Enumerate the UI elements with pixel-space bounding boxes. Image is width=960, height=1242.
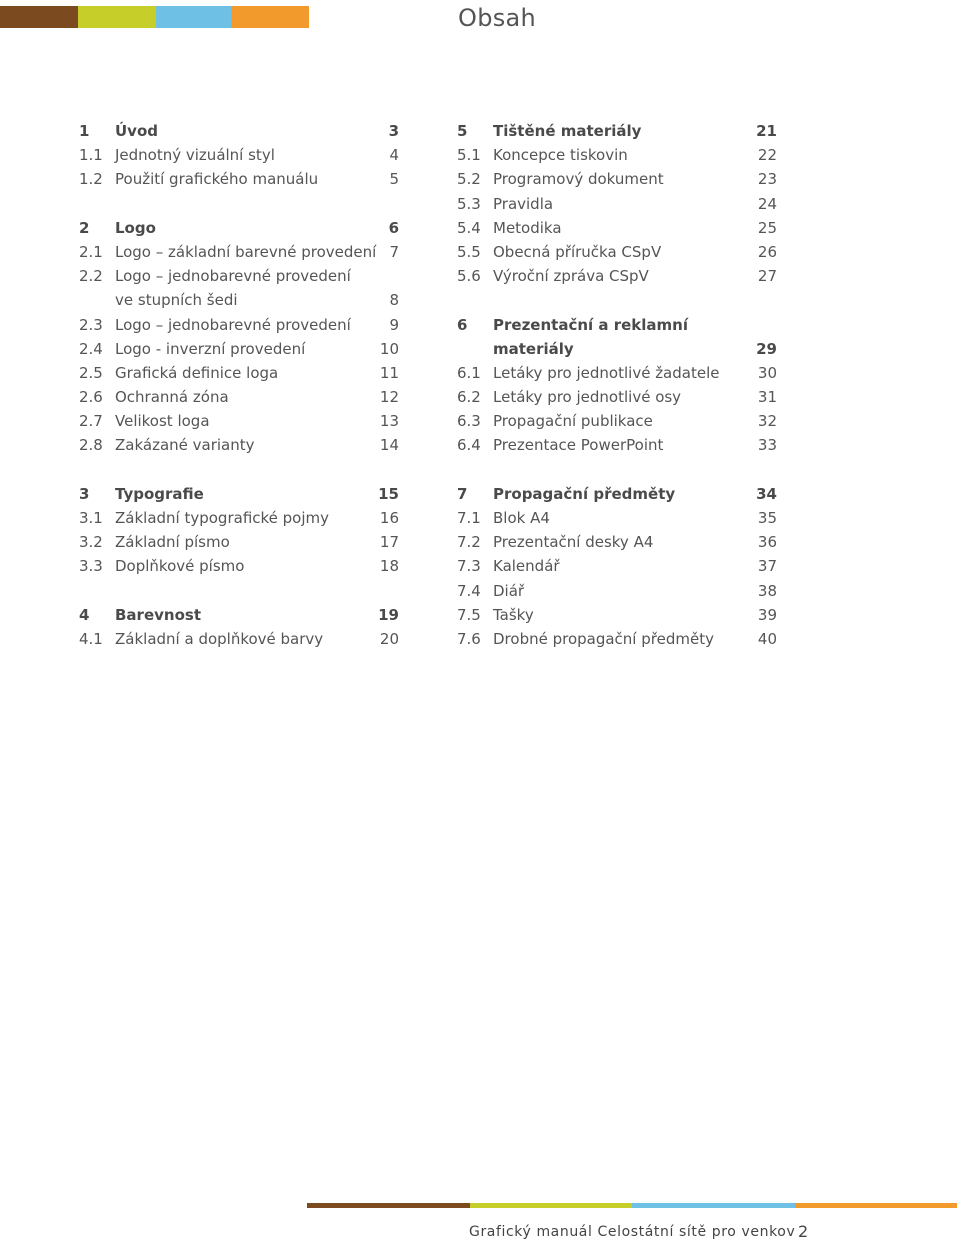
toc-chapter-row[interactable] [79, 216, 399, 240]
toc-number: 5.5 [457, 242, 481, 261]
toc-page-number: 18 [379, 557, 399, 576]
toc-page-number: 33 [757, 436, 777, 455]
toc-label: Prezentační desky A4 [493, 533, 654, 552]
toc-chapter-row[interactable] [79, 482, 399, 506]
toc-number: 7.4 [457, 581, 481, 600]
toc-page-number: 10 [379, 339, 399, 358]
toc-number: 4.1 [79, 629, 103, 648]
toc-item-row[interactable] [79, 554, 399, 578]
toc-number: 2.4 [79, 339, 103, 358]
toc-number: 1.1 [79, 146, 103, 165]
toc-label: Tištěné materiály [493, 122, 642, 140]
toc-number: 7.6 [457, 629, 481, 648]
toc-label: Koncepce tiskovin [493, 146, 628, 165]
toc-page-number: 37 [757, 557, 777, 576]
toc-label: Prezentace PowerPoint [493, 436, 664, 455]
toc-item-row[interactable] [79, 433, 399, 457]
footer-page-number: 2 [798, 1222, 809, 1241]
toc-label: Obecná příručka CSpV [493, 242, 662, 261]
toc-page-number: 31 [757, 388, 777, 407]
footer-color-bar [307, 1203, 957, 1208]
toc-page-number: 15 [378, 484, 399, 503]
toc-page-number: 16 [379, 509, 399, 527]
toc-number: 1.2 [79, 170, 103, 189]
footer-bar-segment-green [470, 1203, 632, 1208]
page-title: Obsah [458, 4, 537, 32]
toc-item-row[interactable] [457, 361, 777, 385]
toc-left-column [79, 119, 399, 651]
toc-number: 6.1 [457, 363, 481, 382]
toc-label: Velikost loga [115, 412, 210, 431]
toc-page-number: 5 [389, 170, 399, 189]
toc-page-number: 11 [379, 363, 399, 382]
toc-item-row[interactable] [457, 530, 777, 554]
toc-item-row[interactable] [457, 167, 777, 191]
toc-label: Logo – jednobarevné provedení [115, 267, 351, 286]
toc-spacer [79, 458, 399, 482]
toc-item-row[interactable] [457, 385, 777, 409]
toc-number: 3.3 [79, 557, 103, 576]
top-bar-segment-blue [156, 6, 231, 28]
footer-title: Grafický manuál Celostátní sítě pro venkov [469, 1224, 796, 1240]
toc-number: 2.7 [79, 412, 103, 431]
toc-page-number: 25 [757, 218, 777, 237]
top-bar-segment-brown [0, 6, 78, 28]
toc-item-row[interactable] [457, 240, 777, 264]
toc-item-row[interactable] [79, 313, 399, 337]
toc-page-number: 22 [757, 146, 777, 165]
toc-number: 7.5 [457, 605, 481, 624]
toc-label: Metodika [493, 218, 562, 237]
toc-label: Ochranná zóna [115, 388, 229, 407]
toc-spacer [79, 192, 399, 216]
toc-chapter-row[interactable] [457, 482, 777, 506]
toc-page-number: 24 [757, 194, 777, 213]
toc-label: Propagační publikace [493, 412, 653, 431]
toc-number: 6 [457, 315, 468, 334]
toc-label: Programový dokument [493, 170, 664, 189]
toc-label: Prezentační a reklamní [493, 315, 688, 334]
toc-page-number: 9 [389, 315, 399, 334]
toc-item-row[interactable] [79, 167, 399, 191]
toc-label: Barevnost [115, 605, 201, 624]
toc-number: 6.2 [457, 388, 481, 407]
toc-page-number: 13 [379, 412, 399, 431]
toc-number: 7 [457, 484, 468, 503]
toc-page-number: 4 [389, 146, 399, 165]
toc-label: Použití grafického manuálu [115, 170, 319, 189]
toc-page-number: 39 [757, 605, 777, 624]
toc-item-row[interactable] [79, 240, 399, 264]
toc-number: 5.4 [457, 218, 481, 237]
toc-item-row[interactable] [457, 554, 777, 578]
toc-label: Letáky pro jednotlivé osy [493, 388, 682, 407]
toc-item-row[interactable] [457, 506, 777, 530]
toc-number: 5.2 [457, 170, 481, 189]
toc-chapter-row[interactable] [79, 603, 399, 627]
toc-item-row[interactable] [79, 264, 399, 288]
toc-item-row[interactable] [457, 627, 777, 651]
toc-label: Tašky [493, 605, 534, 624]
toc-label: Diář [493, 581, 525, 600]
toc-chapter-row[interactable] [457, 337, 777, 361]
toc-item-row[interactable] [79, 506, 399, 530]
toc-number: 6.4 [457, 436, 481, 455]
toc-item-row[interactable] [79, 385, 399, 409]
footer-bar-segment-brown [307, 1203, 470, 1208]
toc-number: 2.1 [79, 242, 103, 261]
toc-item-row[interactable] [457, 433, 777, 457]
toc-item-row[interactable] [79, 337, 399, 361]
toc-label: Úvod [115, 122, 159, 140]
toc-label: Základní a doplňkové barvy [115, 629, 324, 648]
toc-number: 5.1 [457, 146, 481, 165]
toc-label: materiály [493, 339, 574, 358]
toc-label: Propagační předměty [493, 484, 676, 503]
toc-item-row[interactable] [457, 579, 777, 603]
toc-page-number: 3 [388, 122, 399, 140]
toc-item-row[interactable] [457, 409, 777, 433]
toc-number: 6.3 [457, 412, 481, 431]
toc-page-number: 12 [379, 388, 399, 407]
toc-label: Základní písmo [115, 533, 230, 552]
toc-page-number: 20 [379, 629, 399, 648]
toc-page-number: 32 [757, 412, 777, 431]
toc-page-number: 19 [378, 605, 399, 624]
toc-label: Grafická definice loga [115, 363, 279, 382]
toc-label: Pravidla [493, 194, 554, 213]
toc-number: 3.1 [79, 509, 103, 527]
toc-spacer [457, 288, 777, 312]
toc-page-number: 21 [756, 122, 777, 140]
toc-number: 2.8 [79, 436, 103, 455]
toc-label: Drobné propagační předměty [493, 629, 714, 648]
toc-page-number: 17 [379, 533, 399, 552]
toc-page-number: 35 [757, 509, 777, 527]
toc-number: 5.3 [457, 194, 481, 213]
footer-bar-segment-orange [795, 1203, 957, 1208]
toc-item-row[interactable] [457, 143, 777, 167]
toc-number: 2 [79, 218, 90, 237]
toc-label: Logo - inverzní provedení [115, 339, 306, 358]
toc-number: 2.6 [79, 388, 103, 407]
toc-page-number: 36 [757, 533, 777, 552]
toc-page-number: 29 [756, 339, 777, 358]
top-color-bar [0, 6, 309, 28]
toc-number: 7.3 [457, 557, 481, 576]
toc-number: 3.2 [79, 533, 103, 552]
toc-item-row[interactable] [457, 192, 777, 216]
toc-page-number: 6 [388, 218, 399, 237]
toc-label: Blok A4 [493, 509, 550, 527]
toc-number: 7.1 [457, 509, 481, 527]
toc-item-row[interactable] [79, 288, 399, 312]
toc-label: Výroční zpráva CSpV [493, 267, 649, 286]
top-bar-segment-orange [231, 6, 309, 28]
toc-number: 5 [457, 122, 468, 140]
toc-item-row[interactable] [79, 143, 399, 167]
toc-label: Základní typografické pojmy [115, 509, 330, 527]
toc-page-number: 27 [757, 267, 777, 286]
toc-page-number: 34 [756, 484, 777, 503]
toc-number: 3 [79, 484, 90, 503]
toc-number: 5.6 [457, 267, 481, 286]
toc-page-number: 38 [757, 581, 777, 600]
toc-number: 4 [79, 605, 90, 624]
toc-item-row[interactable] [457, 603, 777, 627]
toc-label: Logo – základní barevné provedení [115, 242, 377, 261]
toc-label: Logo – jednobarevné provedení [115, 315, 351, 334]
toc-label: Logo [115, 218, 156, 237]
toc-item-row[interactable] [79, 530, 399, 554]
toc-right-column [457, 119, 777, 651]
toc-label: Typografie [115, 484, 204, 503]
toc-item-row[interactable] [457, 264, 777, 288]
toc-chapter-row[interactable] [79, 119, 399, 143]
toc-number: 2.3 [79, 315, 103, 334]
toc-spacer [457, 458, 777, 482]
toc-item-row[interactable] [79, 409, 399, 433]
top-bar-segment-green [78, 6, 156, 28]
toc-item-row[interactable] [79, 627, 399, 651]
toc-spacer [79, 579, 399, 603]
toc-page-number: 26 [757, 242, 777, 261]
toc-page-number: 23 [757, 170, 777, 189]
toc-label: Doplňkové písmo [115, 557, 245, 576]
toc-label: Kalendář [493, 557, 560, 576]
toc-number: 1 [79, 122, 90, 140]
toc-page-number: 8 [389, 291, 399, 310]
toc-page-number: 40 [757, 629, 777, 648]
toc-label: Zakázané varianty [115, 436, 255, 455]
toc-page-number: 30 [757, 363, 777, 382]
toc-page-number: 14 [379, 436, 399, 455]
toc-number: 7.2 [457, 533, 481, 552]
toc-chapter-row[interactable] [457, 119, 777, 143]
toc-label: Letáky pro jednotlivé žadatele [493, 363, 720, 382]
toc-number: 2.5 [79, 363, 103, 382]
toc-page-number: 7 [389, 242, 399, 261]
toc-chapter-row[interactable] [457, 313, 777, 337]
toc-number: 2.2 [79, 267, 103, 286]
toc-label: Jednotný vizuální styl [115, 146, 275, 165]
footer-bar-segment-blue [632, 1203, 795, 1208]
toc-item-row[interactable] [457, 216, 777, 240]
toc-label: ve stupních šedi [115, 291, 238, 310]
toc-item-row[interactable] [79, 361, 399, 385]
